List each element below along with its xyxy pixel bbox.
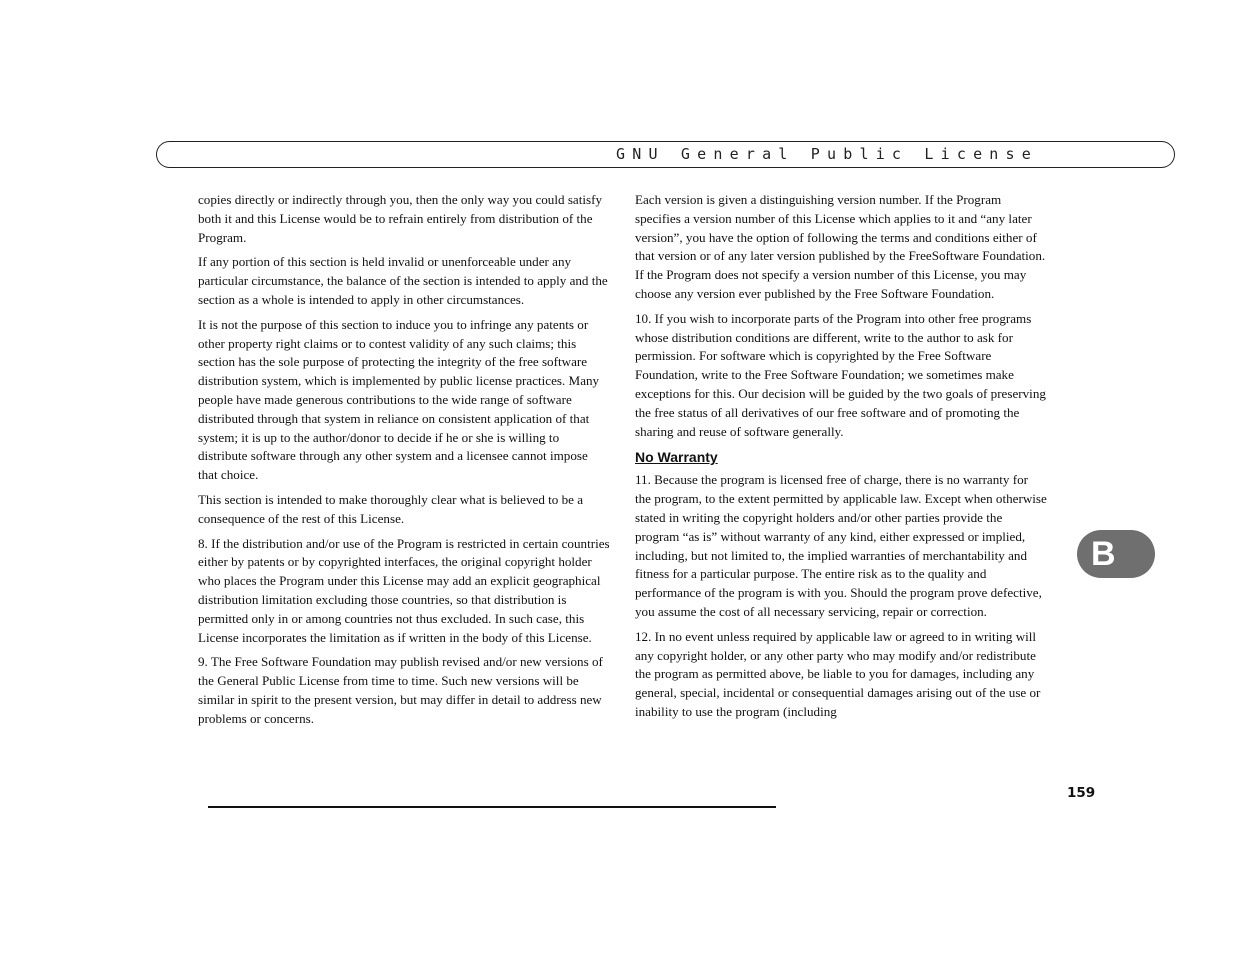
chapter-tab [1077,530,1155,578]
body-paragraph: 11. Because the program is licensed free of charge, there is no warranty for the program, to the extent permitted by applicable law. Except when otherwise stated in writing the copyright holders and/or other parties provide the program “as is” without warranty of any kind, either expressed or implied, including, but not limited to, the implied warranties of merchantability and fitness for a particular purpose. The entire risk as to the quality and performance of the program is with you. Should the program prove defective, you assume the cost of all necessary servicing, repair or correction. [635,472,1047,619]
body-paragraph: 9. The Free Software Foundation may publish revised and/or new versions of the General Public License from time to time. Such new versions will be similar in spirit to the present version, but may differ in detail to address new problems or concerns. [198,654,603,726]
footer-rule [208,806,776,808]
body-paragraph: It is not the purpose of this section to induce you to infringe any patents or other property right claims or to contest validity of any such claims; this section has the sole purpose of protecting the integrity of the free software distribution system, which is implemented by public license practices. Many people have made generous contributions to the wide range of software distributed through that system in reliance on consistent application of that system; it is up to the author/donor to decide if he or she is willing to distribute software through any other system and a licensee cannot impose that choice. [198,316,600,483]
body-paragraph: If any portion of this section is held invalid or unenforceable under any particular circumstance, the balance of the section is intended to apply and the section as a whole is intended to apply in other circumstances. [198,254,608,307]
right-text-column [635,191,1047,728]
running-header-title: GNU General Public License [616,145,1038,163]
chapter-letter: B [1091,535,1116,573]
body-paragraph: copies directly or indirectly through you, then the only way you could satisfy both it and this License would be to refrain entirely from distribution of the Program. [198,192,603,245]
body-paragraph: Each version is given a distinguishing version number. If the Program specifies a version number of this License which applies to it and “any later version”, you have the option of following the terms and conditions either of that version or of any later version published by the FreeSoftware Foundation. If the Program does not specify a version number of this License, you may choose any version ever published by the Free Software Foundation. [635,192,1046,301]
section-heading-no-warranty: No Warranty [635,449,718,466]
left-text-column [198,191,610,735]
body-paragraph: 12. In no event unless required by applicable law or agreed to in writing will any copyright holder, or any other party who may modify and/or redistribute the program as permitted above, be liable to you for damages, including any general, special, incidental or consequential damages arising out of the use or inability to use the program (including [635,628,1041,719]
body-paragraph: 8. If the distribution and/or use of the Program is restricted in certain countries either by patents or by copyrighted interfaces, the original copyright holder who places the Program under this License may add an explicit geographical distribution limitation excluding those countries, so that distribution is permitted only in or among countries not thus excluded. In such case, this License incorporates the limitation as if written in the body of this License. [198,535,610,645]
running-header [156,141,1175,168]
body-paragraph: 10. If you wish to incorporate parts of the Program into other free programs whose distribution conditions are different, write to the author to ask for permission. For software which is copyrighted by the Free Software Foundation, write to the Free Software Foundation; we sometimes make exceptions for this. Our decision will be guided by the two goals of preserving the free status of all derivatives of our free software and of promoting the sharing and reuse of software generally. [635,310,1046,439]
body-paragraph: This section is intended to make thoroughly clear what is believed to be a consequence of the rest of this License. [198,491,584,526]
page-number: 159 [1067,785,1096,801]
